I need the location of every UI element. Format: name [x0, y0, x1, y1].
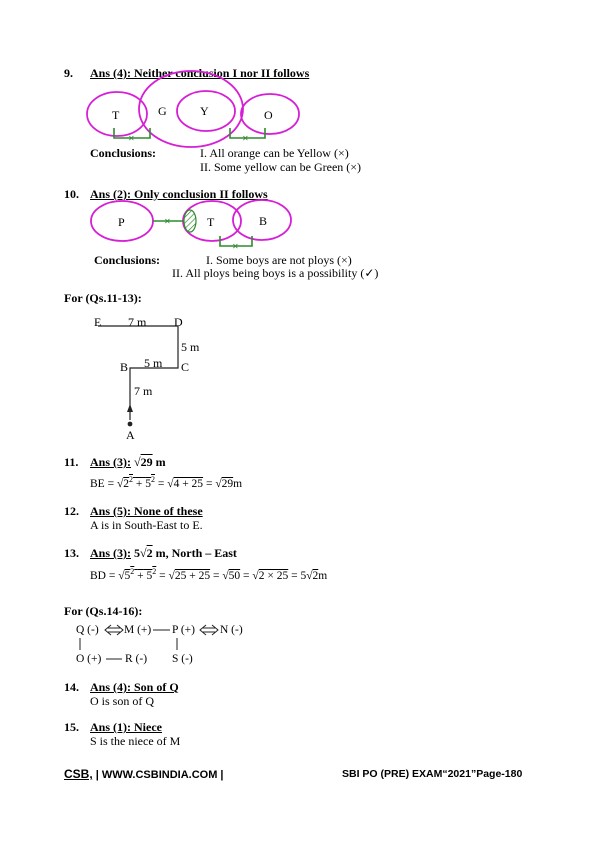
- explanation-line: A is in South-East to E.: [90, 518, 203, 532]
- answer-heading: Ans (4): Son of Q: [90, 680, 179, 694]
- family-node: N (-): [220, 624, 243, 636]
- venn-label: Y: [200, 104, 209, 118]
- conclusion-line: II. All ploys being boys is a possibility (✓): [172, 266, 379, 280]
- answer-heading: Ans (4): Neither conclusion I nor II follows: [90, 66, 310, 80]
- answer-heading: Ans (2): Only conclusion II follows: [90, 187, 268, 201]
- venn-label: T: [207, 215, 215, 229]
- point-label: C: [181, 360, 190, 374]
- venn-label: B: [259, 214, 268, 228]
- point-label: B: [120, 360, 129, 374]
- footer-left: [64, 767, 224, 781]
- venn-label: G: [158, 104, 167, 118]
- question-number: 15.: [64, 720, 79, 734]
- conclusion-line: II. Some yellow can be Green (×): [200, 160, 362, 174]
- question-number: 11.: [64, 455, 79, 469]
- explanation-line: O is son of Q: [90, 694, 155, 708]
- venn-label: T: [112, 108, 120, 122]
- svg-text:✕: ✕: [232, 242, 239, 251]
- svg-text:✕: ✕: [164, 217, 171, 226]
- answer-heading: Ans (3): 5√2 m, North – East: [90, 546, 237, 560]
- family-node: P (+): [172, 624, 195, 636]
- question-number: 13.: [64, 546, 79, 560]
- working-line: BE = $√2^2 + 5^2 = √4 + 25 = √29m$: [90, 475, 243, 490]
- question-number: 12.: [64, 504, 79, 518]
- family-node: S (-): [172, 653, 193, 665]
- question-number: 9.: [64, 66, 73, 80]
- conclusions-label: Conclusions:: [94, 253, 161, 267]
- distance-label: 7 m: [134, 384, 153, 398]
- question-number: 10.: [64, 187, 79, 201]
- set-heading: For (Qs.11-13):: [64, 291, 142, 305]
- svg-text:✕: ✕: [128, 134, 135, 143]
- conclusion-line: I. All orange can be Yellow (×): [200, 146, 349, 160]
- conclusion-line: I. Some boys are not ploys (×): [206, 253, 352, 267]
- family-node: M (+): [124, 624, 152, 636]
- distance-label: 7 m: [128, 315, 147, 329]
- family-node: R (-): [125, 653, 148, 665]
- venn-label: P: [118, 215, 125, 229]
- conclusions-label: Conclusions:: [90, 146, 157, 160]
- distance-label: 5 m: [181, 340, 200, 354]
- point-label: E: [94, 315, 102, 329]
- answer-heading: Ans (3): √29 m: [90, 455, 166, 469]
- question-number: 14.: [64, 680, 79, 694]
- website-link[interactable]: | WWW.CSBINDIA.COM |: [95, 769, 224, 781]
- working-line: BD = $√5^2 + 5^2 = √25 + 25 = √50 = √2 \times 25 = 5√2m$: [90, 567, 328, 582]
- explanation-line: S is the niece of M: [90, 734, 181, 748]
- venn-label: O: [264, 108, 273, 122]
- footer-page-info: SBI PO (PRE) EXAM“2021”Page-180: [342, 768, 523, 780]
- point-label: A: [126, 428, 135, 442]
- set-heading: For (Qs.14-16):: [64, 604, 143, 618]
- answer-heading: Ans (1): Niece: [90, 720, 162, 734]
- csb-logo: CSB,: [64, 767, 93, 781]
- answer-heading: Ans (5): None of these: [90, 504, 203, 518]
- svg-text:✕: ✕: [242, 134, 249, 143]
- distance-label: 5 m: [144, 356, 163, 370]
- family-node: O (+): [76, 653, 102, 665]
- point-label: D: [174, 315, 183, 329]
- family-node: Q (-): [76, 624, 99, 636]
